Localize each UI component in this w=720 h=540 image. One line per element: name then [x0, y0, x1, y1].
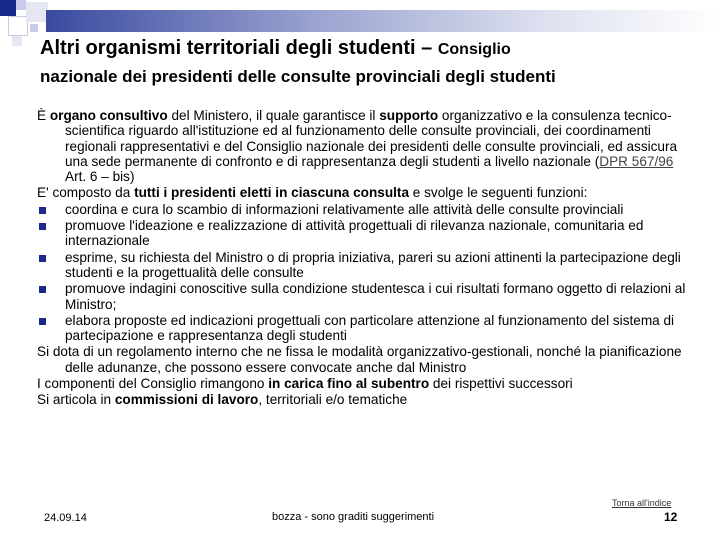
- text: e svolge le seguenti funzioni:: [409, 185, 588, 201]
- decor-square: [26, 2, 48, 22]
- text: Si articola in: [37, 392, 115, 408]
- bullet-square-icon: [39, 207, 46, 214]
- text: È: [37, 108, 50, 123]
- bullet-square-icon: [39, 255, 46, 262]
- list-item: [37, 202, 687, 217]
- text: dei rispettivi successori: [429, 376, 573, 392]
- list-item: [37, 313, 687, 344]
- back-to-index-link[interactable]: Torna all'indice: [612, 498, 672, 508]
- paragraph-composto: [37, 185, 687, 200]
- list-item: [37, 218, 687, 249]
- paragraph-commissioni: [37, 392, 687, 407]
- bullet-square-icon: [39, 286, 46, 293]
- slide-title-small: Consiglio: [437, 41, 511, 58]
- list-item-text: promuove l'ideazione e realizzazione di attività progettuali di rilevanza nazionale, comunitaria ed internazionale: [65, 218, 644, 249]
- dpr-link[interactable]: DPR 567/96: [599, 153, 674, 169]
- bullet-square-icon: [39, 223, 46, 230]
- paragraph-regolamento: Si dota di un regolamento interno che ne fissa le modalità organizzativo-gestionali, nonché la pianificazione delle adunanze, che possono essere convocate anche dal Ministro: [37, 344, 682, 375]
- bullet-square-icon: [39, 318, 46, 325]
- list-item: [37, 281, 687, 312]
- slide-body: [37, 108, 687, 409]
- page-number: 12: [664, 510, 678, 524]
- decor-square: [16, 0, 26, 10]
- footer-date: 24.09.14: [44, 512, 87, 524]
- text: del Ministero, il quale garantisce il: [167, 108, 380, 123]
- footer-note: bozza - sono graditi suggerimenti: [272, 511, 435, 523]
- decor-square: [12, 36, 22, 46]
- text: , territoriali e/o tematiche: [258, 392, 408, 408]
- header-gradient-bar: [46, 10, 720, 32]
- list-item-text: elabora proposte ed indicazioni progettuali con particolare attenzione al funzionamento del sistema di partecipazione e rappresentanza degli studenti: [65, 312, 675, 344]
- bold-text: supporto: [379, 108, 439, 123]
- bold-text: tutti i presidenti eletti in ciascuna consulta: [134, 185, 410, 201]
- slide-title-main: Altri organismi territoriali degli studenti –: [40, 37, 438, 59]
- slide-title: [40, 37, 720, 60]
- bold-text: in carica fino al subentro: [268, 376, 430, 392]
- decor-square: [0, 0, 16, 16]
- list-item-text: coordina e cura lo scambio di informazioni relativamente alle attività delle consulte provinciali: [65, 201, 624, 217]
- decor-square: [8, 16, 28, 36]
- text: Art. 6 – bis): [65, 169, 135, 185]
- text: organizzativo e la consulenza tecnico-scientifica riguardo all'istituzione ed al funzionamento delle consulte provinciali, dei coordinamenti regionali rappresentativi e del Consiglio nazionale dei presidenti delle consulte provinciali, ed assicura una sede permanente di confronto e di rappresentanza degli studenti a livello nazionale (: [65, 108, 678, 169]
- paragraph-organo: [37, 108, 687, 184]
- list-item-text: esprime, su richiesta del Ministro o di propria iniziativa, pareri su azioni attinenti la partecipazione degli studenti e la progettualità delle consulte: [65, 249, 681, 280]
- decor-square: [30, 24, 38, 32]
- slide-title-line2: nazionale dei presidenti delle consulte provinciali degli studenti: [40, 67, 556, 86]
- paragraph-componenti: [37, 376, 687, 391]
- list-item-text: promuove indagini conoscitive sulla condizione studentesca i cui risultati formano oggetto di relazioni al Ministro;: [65, 281, 686, 312]
- text: I componenti del Consiglio rimangono: [37, 376, 269, 392]
- list-item: [37, 250, 687, 281]
- bold-text: organo consultivo: [49, 108, 168, 123]
- text: E' composto da: [37, 185, 135, 201]
- bold-text: commissioni di lavoro: [114, 392, 259, 408]
